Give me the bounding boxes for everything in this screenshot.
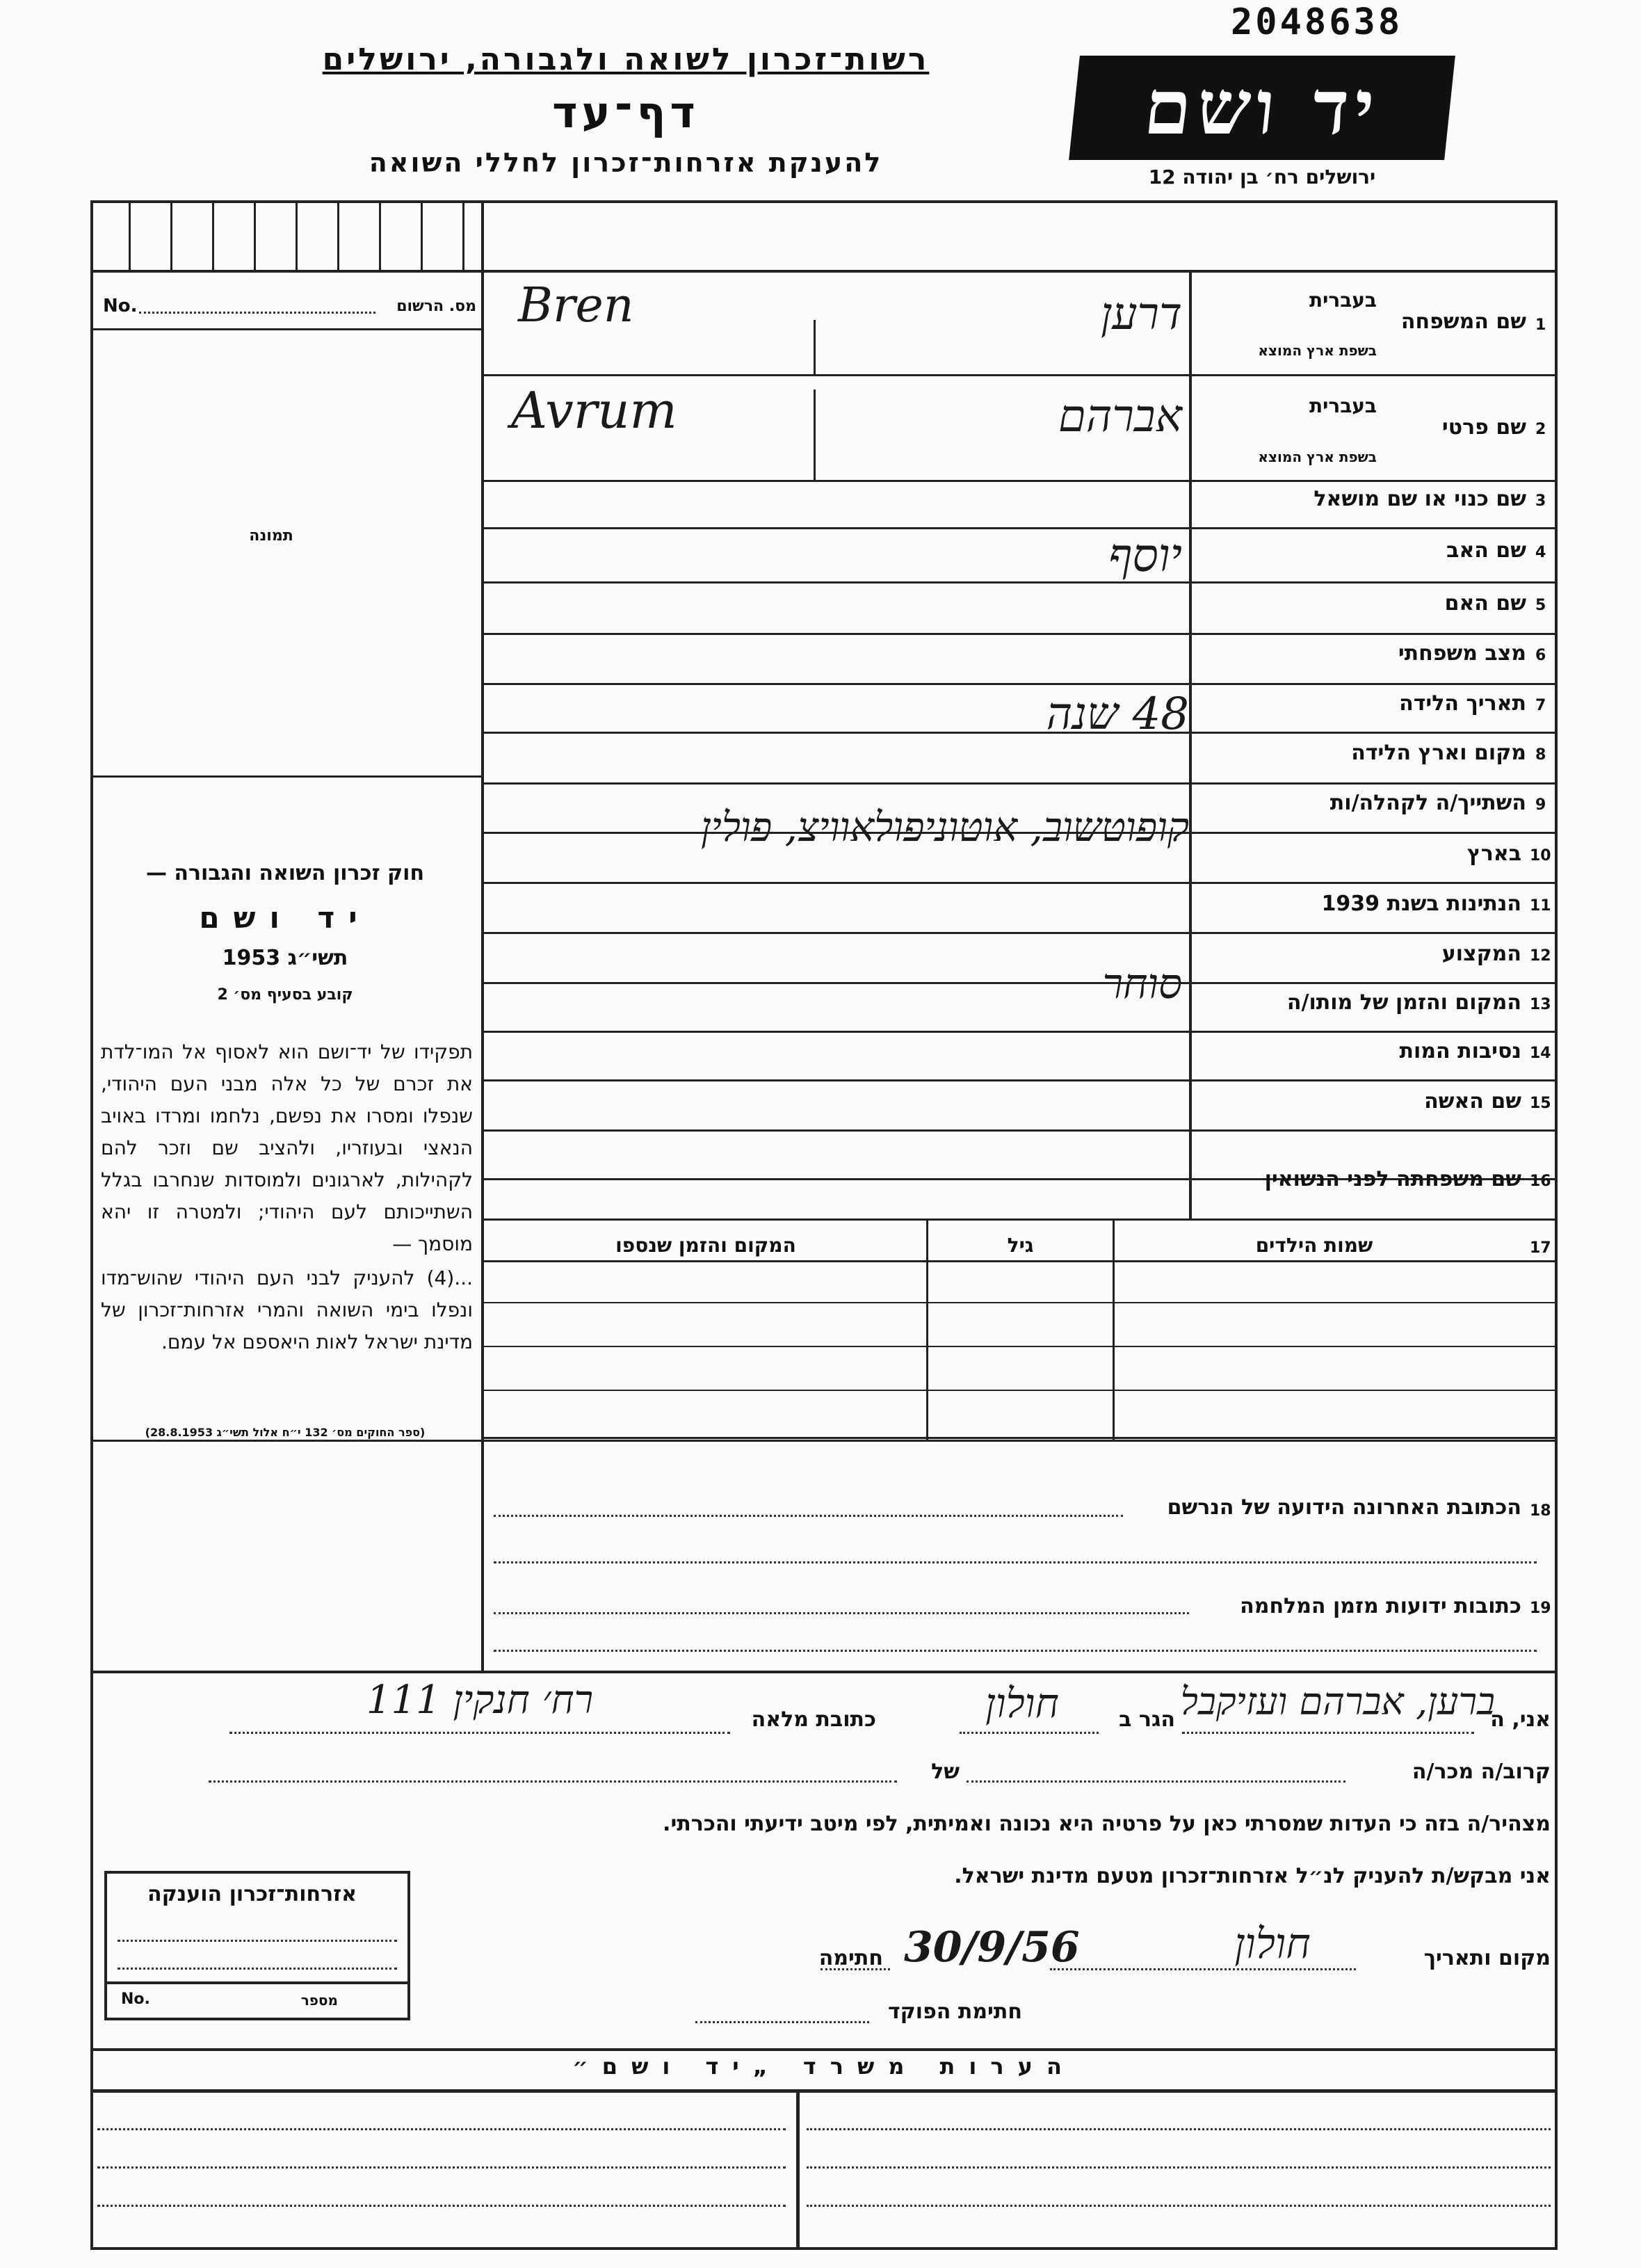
field-3-number: 3 [1535, 492, 1546, 510]
first-name-foreign-value[interactable]: Avrum [511, 381, 677, 440]
office-notes-box[interactable] [90, 2090, 1558, 2250]
field-10-number: 10 [1530, 847, 1551, 864]
officer-signature-field[interactable] [695, 2021, 869, 2023]
citizenship-granted-title: אזרחות־זכרון הוענקה [147, 1882, 357, 1906]
field-11-number: 11 [1530, 897, 1551, 915]
field-2-number: 2 [1535, 421, 1546, 438]
field-13-number: 13 [1530, 996, 1551, 1013]
authority-title: רשות־זכרון לשואה ולגבורה, ירושלים [322, 42, 930, 77]
registration-number-label: מס. הרשום [396, 298, 476, 315]
field-16-number: 16 [1530, 1173, 1551, 1190]
field-16-label: שם משפחתה לפני הנשואין [1264, 1167, 1521, 1191]
field-1-label: שם המשפחה [1400, 309, 1526, 334]
logo-text: יד ושם [1140, 64, 1384, 152]
field-8-number: 8 [1535, 746, 1546, 764]
field-6-number: 6 [1535, 647, 1546, 664]
field-12-number: 12 [1530, 947, 1551, 965]
first-name-hebrew-value[interactable]: אברהם [1058, 391, 1182, 442]
of-field[interactable] [209, 1780, 897, 1783]
field-7-label: תאריך הלידה [1399, 691, 1526, 716]
date-value[interactable]: 30/9/56 [904, 1923, 1080, 1972]
field-8-label: מקום וארץ הלידה [1351, 741, 1526, 765]
field-15-number: 15 [1530, 1095, 1551, 1112]
of-label: של [931, 1760, 960, 1784]
declarant-name[interactable]: ברען, אברהם ועזיקבל [1180, 1680, 1495, 1723]
profession-value[interactable]: סוחר [1102, 960, 1182, 1008]
address: ירושלים רח׳ בן יהודה 12 [1148, 166, 1376, 188]
surname-hebrew-value[interactable]: דרען [1101, 289, 1182, 340]
field-1-number: 1 [1535, 316, 1546, 334]
community-value[interactable]: קופוטשוב, אוטוניפולאוויצ, פולין [700, 803, 1189, 851]
wartime-addresses-line-1[interactable] [494, 1612, 1189, 1614]
signature-field[interactable] [820, 1968, 890, 1970]
citizenship-granted-box [104, 1871, 410, 2020]
field-4-number: 4 [1535, 544, 1546, 561]
place-date-label: מקום ותאריך [1423, 1946, 1551, 1970]
surname-foreign-value[interactable]: Bren [518, 278, 634, 333]
office-notes-title: הערות משרד „יד ושם״ [572, 2053, 1076, 2080]
field-1-foreign-tag: בשפת ארץ המוצא [1258, 342, 1377, 359]
field-10-label: בארץ [1466, 842, 1521, 866]
declarant-intro: אני, ה [1490, 1707, 1551, 1732]
father-name-value[interactable]: יוסף [1108, 529, 1182, 582]
field-9-number: 9 [1535, 796, 1546, 814]
relative-field[interactable] [967, 1780, 1345, 1783]
field-6-label: מצב משפחתי [1398, 641, 1526, 666]
children-age-header: גיל [1007, 1234, 1034, 1257]
photo-label: תמונה [249, 527, 293, 545]
last-known-address-line-2[interactable] [494, 1561, 1537, 1563]
law-paragraph-2: ...(4) להעניק לבני העם היהודי שהוש־מדו ונפלו בימי השואה והמרי אזרחות־זכרון של מדינת ישראל לאות היאספם אל עמם. [101, 1266, 473, 1353]
field-18-label: הכתובת האחרונה הידועה של הנרשם [1167, 1495, 1521, 1520]
serial-number: 2048638 [1231, 1, 1403, 43]
relative-label: קרוב/ה מכר/ה [1412, 1760, 1551, 1784]
form-subtitle: להענקת אזרחות־זכרון לחללי השואה [369, 147, 883, 178]
law-title: חוק זכרון השואה והגבורה — [145, 861, 425, 885]
field-9-label: השתייך/ה לקהלה/ות [1329, 791, 1526, 815]
request-text: אני מבקש/ת להעניק לנ״ל אזרחות־זכרון מטעם מדינת ישראל. [954, 1864, 1551, 1888]
declarant-full-address[interactable]: רח׳ חנקין 111 [366, 1678, 594, 1723]
children-names-header: שמות הילדים [1255, 1234, 1373, 1257]
field-14-number: 14 [1530, 1045, 1551, 1062]
field-2-hebrew-tag: בעברית [1309, 394, 1377, 417]
field-18-number: 18 [1530, 1502, 1551, 1520]
field-4-label: שם האב [1446, 538, 1526, 563]
wartime-addresses-line-2[interactable] [494, 1650, 1537, 1652]
law-citation: (ספר החוקים מס׳ 132 י״ח אלול תשי״ג 28.8.1953) [145, 1426, 426, 1439]
field-15-label: שם האשה [1424, 1089, 1521, 1113]
signature-label: חתימה [818, 1946, 883, 1970]
birth-date-value[interactable]: 48 שנה [1046, 689, 1189, 740]
field-2-foreign-tag: בשפת ארץ המוצא [1258, 449, 1377, 465]
citizenship-number-label: מספר [300, 1992, 338, 2009]
last-known-address-line-1[interactable] [494, 1515, 1123, 1517]
field-17-number: 17 [1530, 1239, 1551, 1257]
field-19-label: כתובות ידועות מזמן המלחמה [1240, 1594, 1521, 1618]
field-19-number: 19 [1530, 1600, 1551, 1617]
declaration-text: מצהיר/ה בזה כי העדות שמסרתי כאן על פרטיה היא נכונה ואמיתית, לפי מיטב ידיעתי והכרתי. [663, 1812, 1551, 1836]
law-year: תשי״ג 1953 [222, 946, 348, 970]
law-paragraph-1: תפקידו של יד־ושם הוא לאסוף אל המו־לדת את זכרם של כל אלה מבני העם היהודי, שנפלו ומסרו את נפשם, נלחמו ומרדו באויב הנאצי ובעוזריו, ולהציב שם וזכר להם לקהילות, לארגונים ולמוסדות שנחרבו בגלל השתייכותם לעם היהודי; ולמטרה זו יהא מוסמך — [101, 1040, 473, 1255]
declarant-city[interactable]: חולון [985, 1680, 1059, 1727]
field-11-label: הנתינות בשנת 1939 [1321, 892, 1521, 916]
yad-vashem-logo [1069, 56, 1455, 160]
field-1-hebrew-tag: בעברית [1309, 289, 1377, 312]
registration-number-field[interactable] [139, 312, 375, 314]
form-title: דף־עד [552, 87, 700, 138]
officer-signature-label: חתימת הפוקד [888, 2000, 1022, 2024]
field-7-number: 7 [1535, 697, 1546, 714]
place-value[interactable]: חולון [1234, 1920, 1311, 1968]
citizenship-number-prefix: No. [121, 1990, 150, 2008]
law-name: יד ושם [199, 901, 371, 935]
resides-label: הגר ב [1119, 1707, 1175, 1732]
full-address-label: כתובת מלאה [751, 1707, 876, 1732]
field-2-label: שם פרטי [1441, 415, 1526, 440]
children-place-header: המקום והזמן שנספו [615, 1234, 796, 1257]
field-13-label: המקום והזמן של מותו/ה [1286, 990, 1521, 1015]
field-5-label: שם האם [1444, 591, 1526, 616]
field-14-label: נסיבות המות [1399, 1039, 1521, 1063]
field-3-label: שם כנוי או שם מושאל [1313, 487, 1526, 511]
field-5-number: 5 [1535, 597, 1546, 614]
law-clause: קובע בסעיף מס׳ 2 [217, 986, 353, 1004]
field-12-label: המקצוע [1441, 942, 1521, 966]
registration-number-prefix: No. [103, 296, 138, 316]
